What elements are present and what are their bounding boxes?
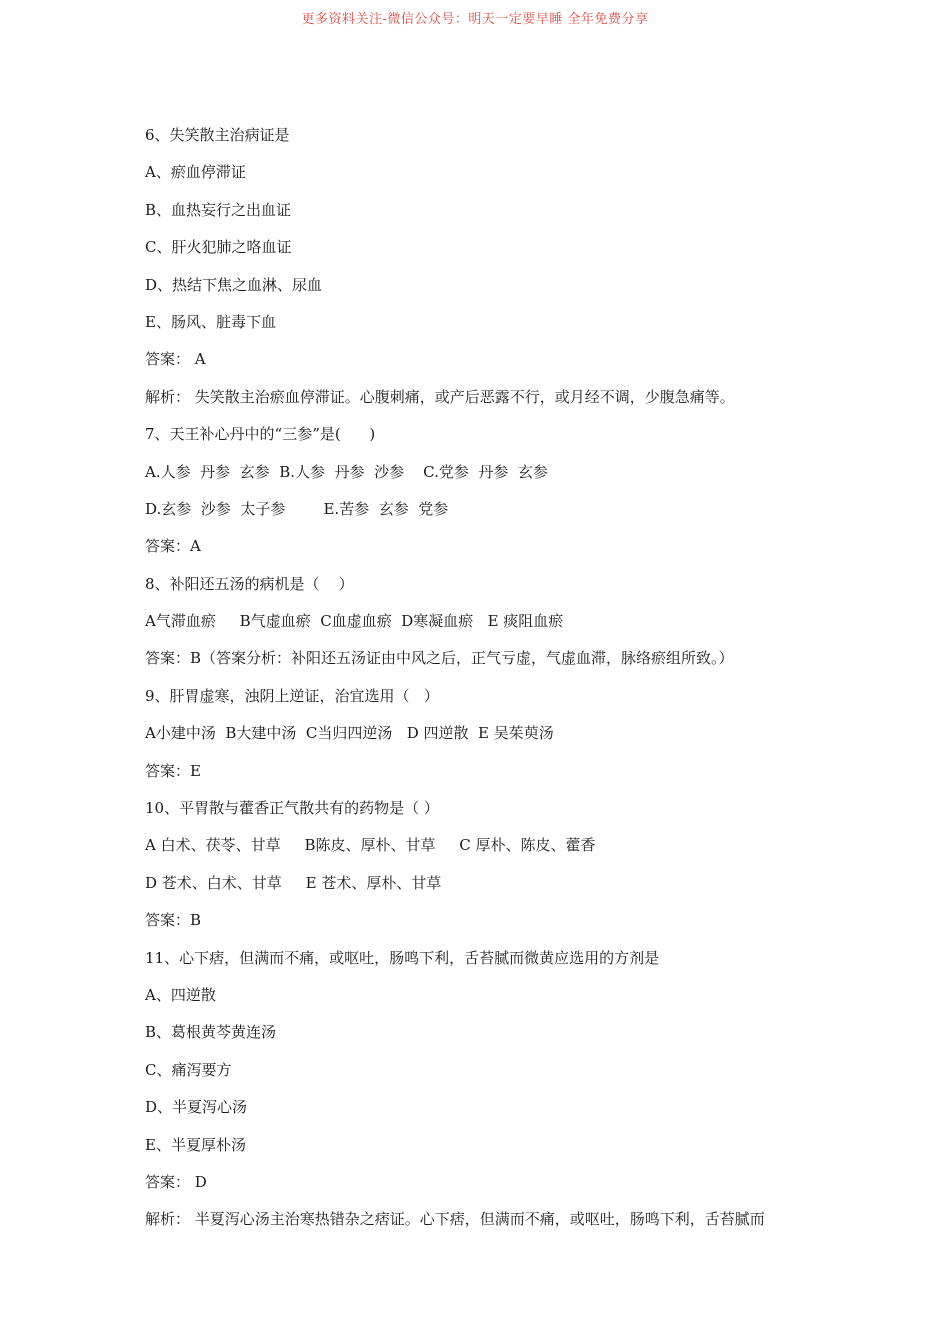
question-6-title: 6、失笑散主治病证是 <box>145 126 290 144</box>
question-6-answer: 答案： A <box>145 350 206 369</box>
question-6-option-a: A、瘀血停滞证 <box>145 163 246 182</box>
question-8-options: A气滞血瘀 B气虚血瘀 C血虚血瘀 D寒凝血瘀 E 痰阻血瘀 <box>145 612 564 631</box>
question-6-explanation: 解析： 失笑散主治瘀血停滞证。心腹刺痛，或产后恶露不行，或月经不调，少腹急痛等。 <box>145 387 735 406</box>
question-7-options-row-1: A.人参 丹参 玄参 B.人参 丹参 沙参 C.党参 丹参 玄参 <box>145 462 548 481</box>
question-11-title: 11、心下痞，但满而不痛，或呕吐，肠鸣下利，舌苔腻而微黄应选用的方剂是 <box>145 948 660 967</box>
question-11-option-e: E、半夏厚朴汤 <box>145 1135 246 1154</box>
question-9-options: A小建中汤 B大建中汤 C当归四逆汤 D 四逆散 E 吴茱萸汤 <box>145 724 554 743</box>
question-11-answer: 答案： D <box>145 1172 207 1191</box>
question-10-options-row-2: D 苍术、白术、甘草 E 苍术、厚朴、甘草 <box>145 873 442 892</box>
question-7-title: 7、天王补心丹中的“三参”是( ) <box>145 425 376 444</box>
question-6-option-c: C、肝火犯肺之咯血证 <box>145 238 292 257</box>
question-11-option-b: B、葛根黄芩黄连汤 <box>145 1023 277 1042</box>
question-10-options-row-1: A 白术、茯苓、甘草 B陈皮、厚朴、甘草 C 厚朴、陈皮、藿香 <box>145 836 596 855</box>
question-8-answer: 答案：B（答案分析：补阳还五汤证由中风之后，正气亏虚，气虚血滞，脉络瘀组所致。） <box>145 649 734 668</box>
question-11-explanation: 解析： 半夏泻心汤主治寒热错杂之痞证。心下痞，但满而不痛，或呕吐，肠鸣下利，舌苔腻而 <box>145 1210 765 1229</box>
question-7-answer: 答案：A <box>145 537 201 556</box>
question-6-option-e: E、肠风、脏毒下血 <box>145 312 276 331</box>
question-11-option-c: C、痛泻要方 <box>145 1060 232 1079</box>
question-10-title: 10、平胃散与藿香正气散共有的药物是（ ） <box>145 799 439 818</box>
question-11-option-a: A、四逆散 <box>145 985 216 1004</box>
question-9-title: 9、肝胃虚寒，浊阴上逆证，治宜选用（ ） <box>145 686 439 705</box>
watermark-header: 更多资料关注-微信公众号：明天一定要早睡 全年免费分享 <box>301 12 649 27</box>
question-10-answer: 答案：B <box>145 911 202 930</box>
question-7-options-row-2: D.玄参 沙参 太子参 E.苦参 玄参 党参 <box>145 499 449 518</box>
question-11-option-d: D、半夏泻心汤 <box>145 1098 248 1117</box>
question-6-option-b: B、血热妄行之出血证 <box>145 200 292 219</box>
document-body <box>145 124 825 1246</box>
question-8-title: 8、补阳还五汤的病机是（ ） <box>145 574 354 593</box>
question-9-answer: 答案：E <box>145 761 201 780</box>
question-6-option-d: D、热结下焦之血淋、尿血 <box>145 275 323 294</box>
